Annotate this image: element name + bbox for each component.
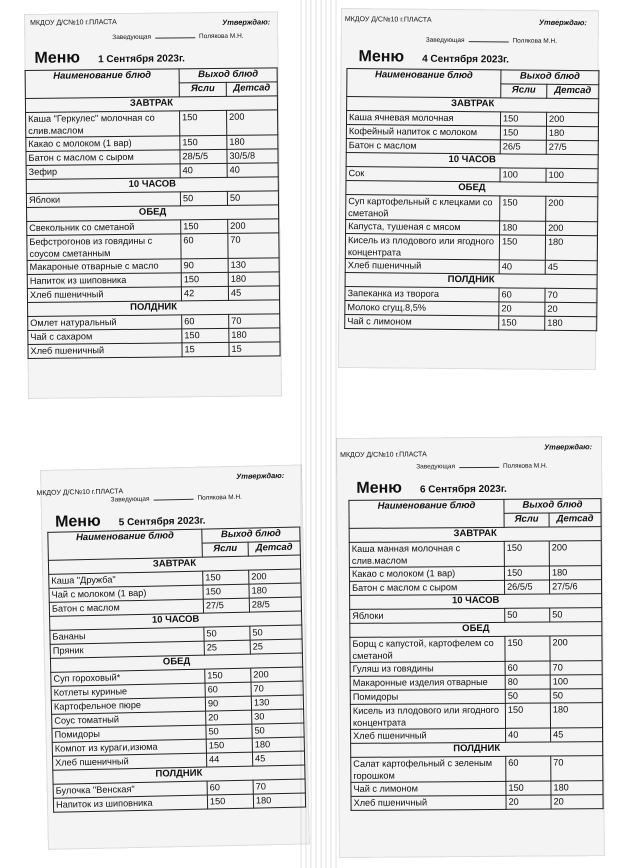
kindergarten-portion: 50 [550,608,602,622]
approve-label: Утверждаю: [544,442,593,452]
dish-row [345,315,597,331]
dish-name: Яблоки [26,192,180,208]
menu-word: Меню [54,512,101,531]
head-label: Заведующая [110,495,150,504]
head-label: Заведующая [425,36,465,45]
dish-name: Батон с маслом с сыром [350,580,505,595]
dish-name: Суп гороховый* [51,669,205,686]
dish-name: Хлеб пшеничный [52,753,206,770]
kindergarten-portion: 30/5/8 [227,149,278,164]
kindergarten-portion: 20 [551,795,603,809]
head-name: Полякова М.Н. [502,462,548,470]
nursery-portion: 150 [500,112,546,126]
nursery-portion: 40 [499,260,545,274]
kindergarten-portion: 200 [546,112,598,126]
dish-name: Чай с лимоном [345,315,499,330]
nursery-portion: 20 [499,302,545,316]
dish-name: Омлет натуральный [28,315,182,331]
kindergarten-portion: 180 [545,235,597,260]
dish-name: Чай с сахаром [28,329,182,345]
kindergarten-portion: 180 [549,566,601,580]
signature-line [469,41,509,42]
menu-word: Меню [358,48,405,66]
nursery-portion: 60 [205,682,251,697]
nursery-portion: 150 [182,328,229,342]
org-name: МКДОУ Д/С№10 г.ПЛАСТА [344,16,432,24]
nursery-portion: 150 [180,110,227,135]
nursery-portion: 15 [182,342,229,356]
meal-section-title: ЗАВТРАК [347,97,599,113]
col-nursery-header: Ясли [504,513,549,527]
nursery-portion: 20 [506,795,551,809]
nursery-portion: 44 [206,752,252,767]
dish-row [350,636,602,663]
org-name: МКДОУ Д/С№10 г.ПЛАСТА [30,19,117,27]
dish-name: Макароные отварные с масло [27,259,181,275]
menu-title [358,48,509,67]
nursery-portion: 40 [180,163,227,177]
dish-name: Суп картофельный с клецками со сметаной [346,195,500,221]
kindergarten-portion: 50 [227,191,278,206]
nursery-portion: 90 [181,258,228,272]
nursery-portion: 150 [499,235,545,260]
kindergarten-portion: 100 [546,168,598,182]
nursery-portion: 28/5/5 [180,149,227,163]
kindergarten-portion: 200 [251,667,303,682]
meal-section-title: ЗАВТРАК [25,96,277,113]
kindergarten-portion: 180 [546,126,598,140]
kindergarten-portion: 45 [545,260,597,274]
dish-name: Чай с лимоном [351,781,506,796]
dish-name: Запеканка из творога [345,287,499,302]
dish-name: Соус томатный [52,711,206,728]
nursery-portion: 60 [505,661,550,675]
nursery-portion: 42 [181,286,228,300]
dish-name: Батон с маслом с сыром [26,150,180,166]
dish-name: Гуляш из говядины [350,661,505,676]
meal-section-title: ПОЛДНИК [53,765,305,784]
nursery-portion: 80 [505,675,550,689]
col-nursery-header: Ясли [501,84,547,98]
kindergarten-portion: 45 [551,728,603,742]
meal-section-title: 10 ЧАСОВ [50,611,302,630]
kindergarten-portion: 20 [545,302,597,316]
org-name: МКДОУ Д/С№10 г.ПЛАСТА [36,488,124,498]
nursery-portion: 100 [500,168,546,182]
menu-title [34,48,185,68]
col-dish-header: Наименование блюд [347,69,501,98]
kindergarten-portion: 70 [251,681,303,696]
kindergarten-portion: 200 [549,541,601,566]
dish-name: Картофельное пюре [51,697,205,714]
col-output-header: Выход блюд [202,527,300,543]
kindergarten-portion: 25 [250,639,302,654]
dish-name: Макаронные изделия отварные [350,675,505,690]
nursery-portion: 27/5 [203,598,249,613]
approve-label: Утверждаю: [538,17,587,28]
menu-sheet-sep-4 [338,8,599,370]
menu-sheet-sep-6 [336,436,605,858]
menu-date: 4 Сентября 2023г. [422,53,510,66]
meal-section-title: ОБЕД [346,181,598,197]
nursery-portion: 26/5 [500,140,546,154]
nursery-portion: 50 [505,689,550,703]
menu-date: 1 Сентября 2023г. [97,53,185,66]
head-signature-line [416,463,547,471]
dish-name: Хлеб пшеничный [27,287,181,303]
dish-name: Каша "Геркулес" молочная со слив.маслом [26,111,180,138]
dish-name: Хлеб пшеничный [351,728,506,743]
dish-row [351,795,603,811]
kindergarten-portion: 180 [252,737,304,752]
dish-name: Батон с маслом [346,139,500,154]
col-kindergarten-header: Детсад [226,82,277,97]
head-name: Полякова М.Н. [199,32,244,41]
menu-word: Меню [34,49,81,67]
nursery-portion: 50 [180,191,227,205]
dish-name: Напиток из шиповника [27,273,181,289]
head-label: Заведующая [416,463,456,471]
dish-name: Сок [346,167,500,182]
dish-name: Бефстрогонов из говядины с соусом сметанным [27,234,181,261]
menu-table [348,498,603,811]
nursery-portion: 20 [206,710,252,725]
dish-name: Борщ с капустой, картофелем со сметаной [350,636,505,662]
head-signature-line [426,37,557,45]
dish-name: Салат картофельный с зеленым горошком [351,756,506,782]
kindergarten-portion: 200 [546,196,598,221]
approve-label: Утверждаю: [236,470,285,481]
col-kindergarten-header: Детсад [549,513,601,527]
menu-table [344,68,599,331]
kindergarten-portion: 180 [253,793,305,808]
dish-name: Хлеб пшеничный [345,259,499,274]
nursery-portion: 50 [505,608,550,622]
menu-table [47,527,306,813]
kindergarten-portion: 180 [551,781,603,795]
dish-row [27,233,279,261]
nursery-portion: 150 [499,316,545,330]
nursery-portion: 150 [505,636,550,661]
meal-section-title: 10 ЧАСОВ [26,177,278,194]
nursery-portion: 150 [206,738,252,753]
nursery-portion: 150 [181,272,228,286]
dish-name: Напиток из шиповника [53,795,207,812]
dish-name: Кофейный напиток с молоком [346,125,500,140]
dish-name: Помидоры [52,725,206,742]
kindergarten-portion: 180 [229,328,280,343]
kindergarten-portion: 28/5 [249,597,301,612]
col-kindergarten-header: Детсад [248,541,300,556]
dish-name: Помидоры [350,689,505,704]
nursery-portion: 150 [181,219,228,233]
dish-name: Свекольник со сметаной [27,220,181,236]
col-output-header: Выход блюд [501,70,599,85]
kindergarten-portion: 70 [551,756,603,781]
meal-section-title: 10 ЧАСОВ [350,594,602,610]
meal-section-title: ПОЛДНИК [28,300,280,317]
kindergarten-portion: 70 [229,314,280,329]
col-output-header: Выход блюд [504,499,601,514]
head-name: Полякова М.Н. [197,493,243,502]
nursery-portion: 25 [204,640,250,655]
kindergarten-portion: 50 [550,689,602,703]
dish-name: Котлеты куриные [51,683,205,700]
dish-row [346,195,598,222]
dish-name: Каша "Дружба" [49,571,203,588]
menu-date: 5 Сентября 2023г. [118,515,206,529]
kindergarten-portion: 180 [227,135,278,150]
meal-section-title: ОБЕД [350,622,602,638]
head-signature-line [112,33,243,41]
dish-name: Кисель из плодового или ягодного концентрата [345,234,499,260]
dish-name: Яблоки [350,608,505,623]
kindergarten-portion: 180 [249,583,301,598]
kindergarten-portion: 200 [228,219,279,234]
nursery-portion: 50 [206,724,252,739]
meal-section-title: ОБЕД [27,205,279,222]
kindergarten-portion: 70 [550,661,602,675]
kindergarten-portion: 180 [550,703,602,728]
meal-section-title: ЗАВТРАК [48,555,300,574]
dish-name: Какао с молоком (1 вар) [349,566,504,581]
kindergarten-portion: 200 [227,110,278,136]
meal-section-title: ПОЛДНИК [351,742,603,758]
dish-name: Булочка "Венская" [53,781,207,798]
col-kindergarten-header: Детсад [547,84,599,98]
dish-name: Зефир [26,164,180,180]
kindergarten-portion: 15 [229,342,280,357]
meal-section-title: ЗАВТРАК [349,527,601,543]
dish-name: Бананы [50,627,204,644]
table-header-row [347,69,599,85]
kindergarten-portion: 27/5 [546,140,598,154]
nursery-portion: 50 [204,626,250,641]
dish-name: Чай с молоком (1 вар) [49,585,203,602]
nursery-portion: 150 [500,126,546,140]
nursery-portion: 40 [506,728,551,742]
kindergarten-portion: 70 [253,779,305,794]
nursery-portion: 60 [506,756,551,781]
kindergarten-portion: 200 [546,221,598,235]
kindergarten-portion: 70 [228,233,279,259]
nursery-portion: 150 [506,781,551,795]
kindergarten-portion: 50 [250,625,302,640]
meal-section-title: ПОЛДНИК [345,273,597,289]
signature-line [153,499,193,501]
signature-line [155,37,195,38]
kindergarten-portion: 130 [251,695,303,710]
dish-name: Капуста, тушеная с мясом [346,220,500,235]
nursery-portion: 60 [499,288,545,302]
dish-row [350,703,602,730]
kindergarten-portion: 200 [249,569,301,584]
kindergarten-portion: 200 [550,636,602,661]
nursery-portion: 150 [504,541,549,566]
dish-name: Кисель из плодового или ягодного концентрата [350,703,505,729]
meal-section-title: 10 ЧАСОВ [346,153,598,169]
col-dish-header: Наименование блюд [25,69,179,99]
nursery-portion: 150 [500,196,546,221]
nursery-portion: 150 [203,584,249,599]
menu-table [25,67,281,359]
dish-row [351,756,603,783]
menu-date: 6 Сентября 2023г. [419,483,507,496]
menu-word: Меню [356,479,402,497]
dish-name: Компот из кураги,изюма [52,739,206,756]
menu-title [356,479,507,498]
kindergarten-portion: 180 [545,316,597,330]
col-output-header: Выход блюд [179,68,277,83]
dish-name: Какао с молоком (1 вар) [26,136,180,152]
menu-sheet-sep-1 [24,11,282,399]
approve-label: Утверждаю: [222,17,271,27]
signature-line [459,467,499,468]
kindergarten-portion: 70 [545,288,597,302]
kindergarten-portion: 40 [227,163,278,178]
kindergarten-portion: 180 [228,272,279,287]
kindergarten-portion: 100 [550,675,602,689]
menu-sheet-sep-5 [36,465,310,850]
dish-name: Каша ячневая молочная [346,111,500,126]
nursery-portion: 180 [500,221,546,235]
head-label: Заведующая [112,33,152,42]
kindergarten-portion: 50 [252,723,304,738]
kindergarten-portion: 27/5/6 [549,580,601,594]
dish-name: Батон с маслом [49,599,203,616]
head-name: Полякова М.Н. [512,37,558,45]
kindergarten-portion: 45 [252,751,304,766]
dish-row [26,110,278,138]
nursery-portion: 150 [505,703,550,728]
col-dish-header: Наименование блюд [349,499,504,528]
col-nursery-header: Ясли [202,542,248,557]
kindergarten-portion: 130 [228,258,279,273]
nursery-portion: 60 [207,780,253,795]
nursery-portion: 90 [205,696,251,711]
dish-row [345,234,597,261]
nursery-portion: 150 [180,135,227,149]
dish-name: Молоко сгущ.8,5% [345,301,499,316]
dish-name: Хлеб пшеничный [351,795,506,810]
dish-row [28,342,280,359]
nursery-portion: 26/5/5 [504,580,549,594]
kindergarten-portion: 45 [228,286,279,301]
dish-row [349,541,601,568]
head-signature-line [111,494,242,504]
nursery-portion: 150 [504,566,549,580]
dish-name: Хлеб пшеничный [28,343,182,359]
org-name: МКДОУ Д/С№10 г.ПЛАСТА [340,451,427,459]
nursery-portion: 60 [182,314,229,328]
col-dish-header: Наименование блюд [48,529,203,560]
nursery-portion: 150 [203,570,249,585]
dish-name: Каша манная молочная с слив.маслом [349,541,504,567]
dish-name: Пряник [50,641,204,658]
nursery-portion: 60 [181,233,228,258]
nursery-portion: 150 [207,794,253,809]
nursery-portion: 150 [205,668,251,683]
kindergarten-portion: 30 [252,709,304,724]
meal-section-title: ОБЕД [50,653,302,672]
col-nursery-header: Ясли [179,82,226,96]
